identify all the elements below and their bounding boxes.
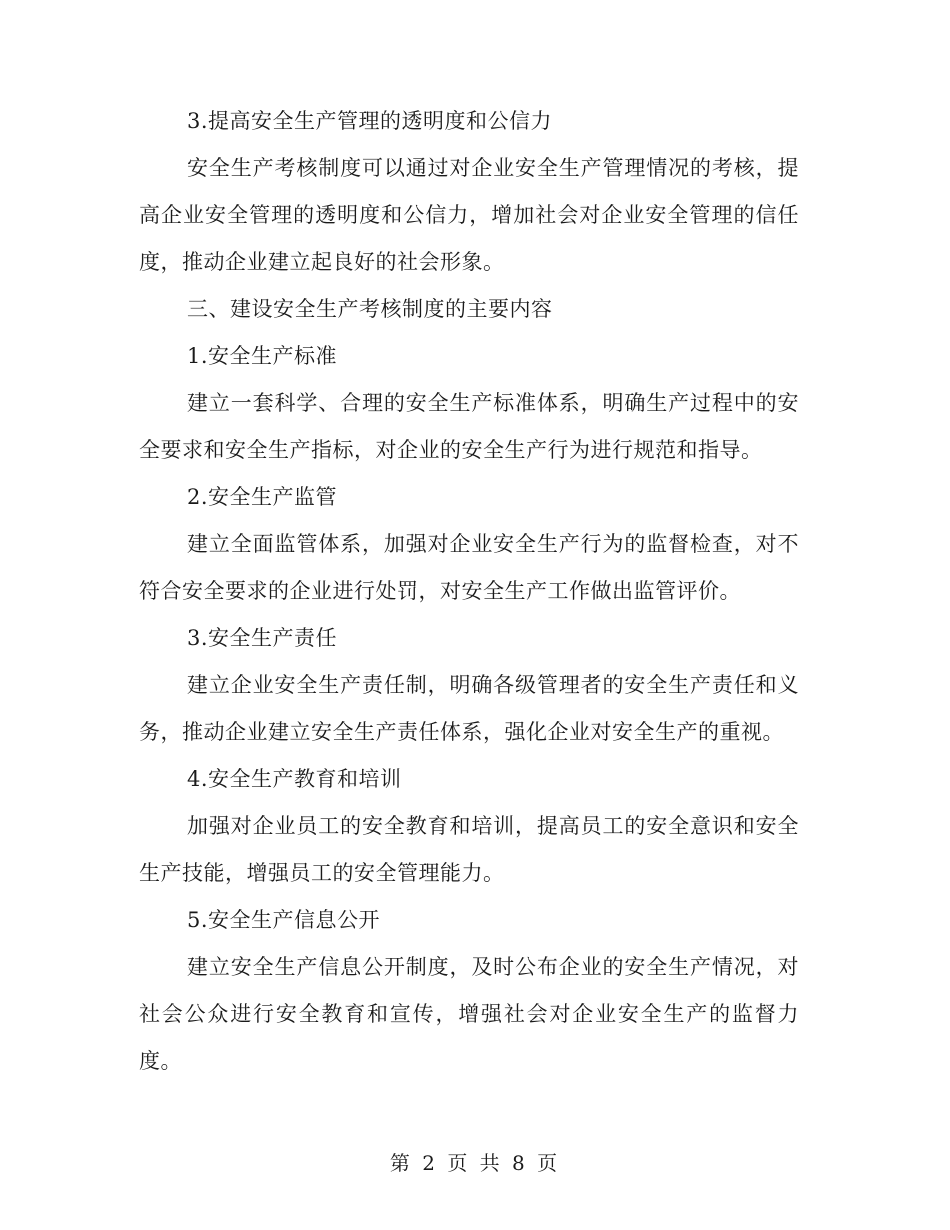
page-number-footer: 第 2 页 共 8 页 (389, 1151, 561, 1175)
section-heading: 1.安全生产标准 (187, 344, 338, 368)
document-body (139, 98, 799, 1085)
chapter-heading: 三、建设安全生产考核制度的主要内容 (187, 297, 553, 321)
body-paragraph: 建立一套科学、合理的安全生产标准体系，明确生产过程中的安全要求和安全生产指标，对企业的安全生产行为进行规范和指导。 (139, 391, 799, 462)
section-heading: 5.安全生产信息公开 (187, 908, 381, 932)
section-heading: 3.安全生产责任 (187, 626, 338, 650)
section-heading: 4.安全生产教育和培训 (187, 767, 402, 791)
body-paragraph: 建立企业安全生产责任制，明确各级管理者的安全生产责任和义务，推动企业建立安全生产责任体系，强化企业对安全生产的重视。 (139, 673, 799, 744)
section-heading: 2.安全生产监管 (187, 485, 338, 509)
body-paragraph: 建立安全生产信息公开制度，及时公布企业的安全生产情况，对社会公众进行安全教育和宣传，增强社会对企业安全生产的监督力度。 (139, 955, 799, 1073)
body-paragraph: 建立全面监管体系，加强对企业安全生产行为的监督检查，对不符合安全要求的企业进行处罚，对安全生产工作做出监管评价。 (139, 532, 799, 603)
body-paragraph: 加强对企业员工的安全教育和培训，提高员工的安全意识和安全生产技能，增强员工的安全管理能力。 (139, 814, 799, 885)
section-heading: 3.提高安全生产管理的透明度和公信力 (187, 109, 553, 133)
body-paragraph: 安全生产考核制度可以通过对企业安全生产管理情况的考核，提高企业安全管理的透明度和公信力，增加社会对企业安全管理的信任度，推动企业建立起良好的社会形象。 (139, 156, 799, 274)
